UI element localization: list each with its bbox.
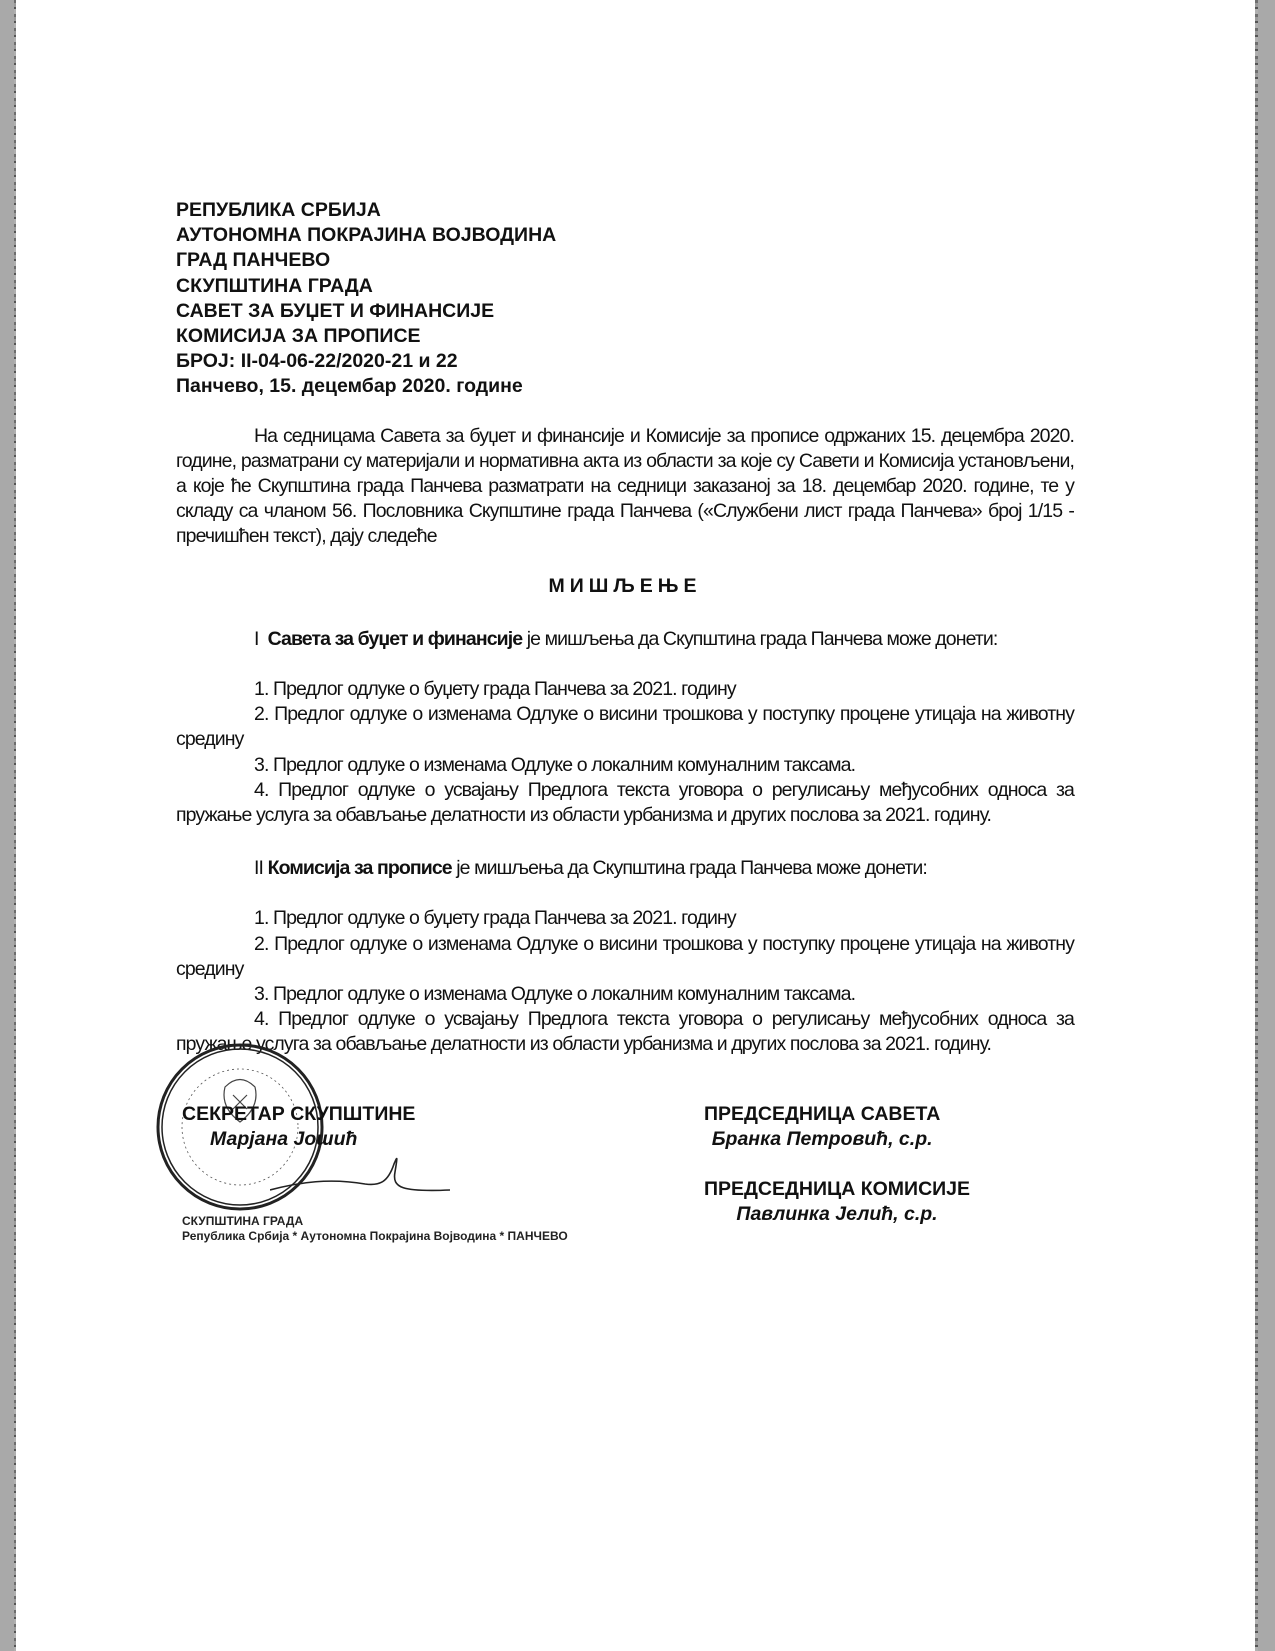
council-president-name: Бранка Петровић, с.р. xyxy=(711,1127,933,1150)
section-2-list xyxy=(176,906,1074,1057)
list-item: 1. Предлог одлуке о буџету града Панчева за 2021. годину xyxy=(254,678,736,701)
section-2-numeral: II xyxy=(254,857,264,880)
handwritten-signature xyxy=(270,1152,450,1202)
commission-president-name: Павлинка Јелић, с.р. xyxy=(736,1202,938,1225)
commission-president-role: ПРЕДСЕДНИЦА КОМИСИЈЕ xyxy=(704,1177,971,1200)
stamp-outer-text: Република Србија * Аутономна Покрајина Војводина * ПАНЧЕВО xyxy=(182,1228,568,1243)
section-2-text: је мишљења да Скупштина града Панчева може донети: xyxy=(451,857,927,880)
document-title: МИШЉЕЊЕ xyxy=(548,574,702,597)
signature-block-secretary xyxy=(182,1102,415,1152)
header-line-commission: КОМИСИЈА ЗА ПРОПИСЕ xyxy=(176,325,421,348)
council-president-role: ПРЕДСЕДНИЦА САВЕТА xyxy=(704,1102,941,1125)
list-item: 3. Предлог одлуке о изменама Одлуке о локалним комуналним таксама. xyxy=(254,753,856,776)
signature-block-council-president xyxy=(704,1102,940,1152)
secretary-name: Марјана Јошић xyxy=(210,1127,358,1150)
section-2-paragraph xyxy=(176,856,1074,881)
list-item: 4. Предлог одлуке о усвајању Предлога текста уговора о регулисању међусобних односа за пружање услуга за обављање делатности из области урбанизма и других послова за 2021. годину. xyxy=(176,778,1074,827)
signature-block-commission-president xyxy=(704,1177,970,1227)
list-item: 1. Предлог одлуке о буџету града Панчева за 2021. годину xyxy=(254,907,736,930)
section-1-numeral: I xyxy=(254,627,259,650)
list-item: 2. Предлог одлуке о изменама Одлуке о висини трошкова у поступку процене утицаја на животну средину xyxy=(176,703,1074,751)
document-content xyxy=(176,198,1074,1292)
stamp-caption xyxy=(182,1214,568,1244)
header-line-council: САВЕТ ЗА БУЏЕТ И ФИНАНСИЈЕ xyxy=(176,299,495,322)
section-1-list xyxy=(176,677,1074,828)
header-line-number: БРОЈ: II-04-06-22/2020-21 и 22 xyxy=(176,350,458,373)
list-item: 2. Предлог одлуке о изменама Одлуке о висини трошкова у поступку процене утицаја на животну средину xyxy=(176,932,1074,980)
section-1-subject: Савета за буџет и финансије xyxy=(267,627,523,650)
signatures-row xyxy=(176,1102,1074,1292)
header-line-assembly: СКУПШТИНА ГРАДА xyxy=(176,274,373,297)
header-line-republic: РЕПУБЛИКА СРБИЈА xyxy=(176,199,381,221)
header-line-date: Панчево, 15. децембар 2020. године xyxy=(176,375,523,398)
header-line-province: АУТОНОМНА ПОКРАЈИНА ВОЈВОДИНА xyxy=(176,224,557,247)
list-item: 3. Предлог одлуке о изменама Одлуке о локалним комуналним таксама. xyxy=(254,983,856,1006)
intro-paragraph: На седницама Савета за буџет и финансије и Комисије за прописе одржаних 15. децембра 2020. године, разматрани су материјали и нормативна акта из области за које су Савети и Комисија установљени, а које ће Скупштина града Панчева разматрати на седници заказаној за 18. децембар 2020. године, те у складу са чланом 56. Пословника Скупштине града Панчева («Службени лист града Панчева» број 1/15 - пречишћен текст), дају следеће xyxy=(176,424,1074,548)
section-2-subject: Комисија за прописе xyxy=(267,857,452,880)
section-1-paragraph xyxy=(176,627,1074,652)
list-item: 4. Предлог одлуке о усвајању Предлога текста уговора о регулисању међусобних односа за пружање услуга за обављање делатности из области урбанизма и других послова за 2021. годину. xyxy=(176,1008,1074,1056)
document-header xyxy=(176,198,1074,400)
stamp-inner-text: СКУПШТИНА ГРАДА xyxy=(182,1213,304,1228)
header-line-city: ГРАД ПАНЧЕВО xyxy=(176,249,331,272)
section-1-text: је мишљења да Скупштина града Панчева може донети: xyxy=(522,627,998,650)
secretary-role: СЕКРЕТАР СКУПШТИНЕ xyxy=(182,1102,416,1125)
scan-edge-right xyxy=(1255,0,1258,1651)
